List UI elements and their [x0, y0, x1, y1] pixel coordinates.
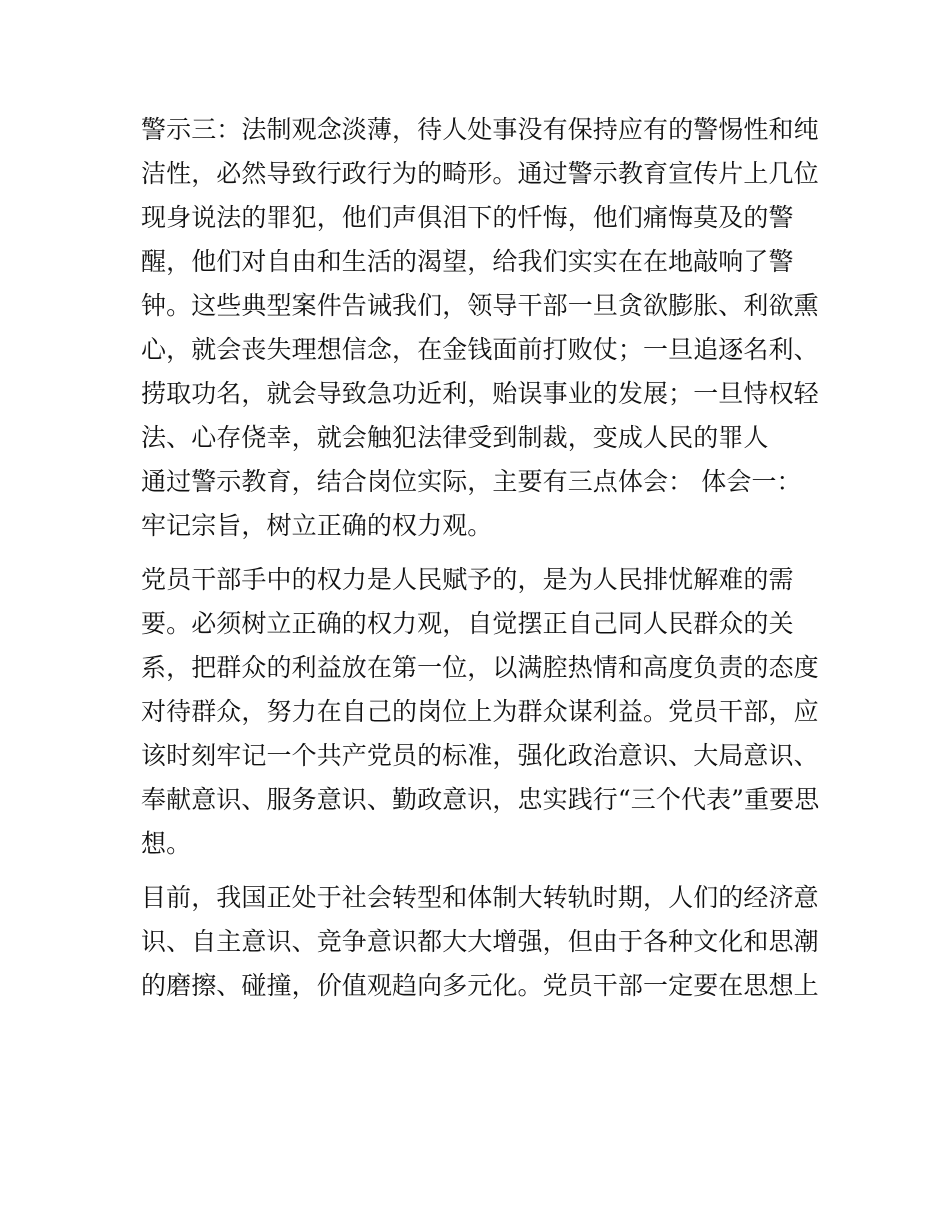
- paragraph-spacer: [141, 866, 821, 876]
- text-line: 的磨擦、碰撞，价值观趋向多元化。党员干部一定要在思想上: [141, 971, 819, 1000]
- text-line: 现身说法的罪犯，他们声俱泪下的忏悔，他们痛悔莫及的警: [141, 203, 794, 232]
- text-line: 醒，他们对自由和生活的渴望，给我们实实在在地敲响了警: [141, 247, 794, 276]
- paragraph-spacer: [141, 548, 821, 558]
- text-line: 警示三：法制观念淡薄，待人处事没有保持应有的警惕性和纯: [141, 115, 819, 144]
- text-line: 要。必须树立正确的权力观，自觉摆正自己同人民群众的关: [141, 609, 794, 638]
- text-line: 该时刻牢记一个共产党员的标准，强化政治意识、大局意识、: [141, 741, 819, 770]
- text-line: 党员干部手中的权力是人民赋予的，是为人民排忧解难的需: [141, 565, 794, 594]
- text-line: 心，就会丧失理想信念，在金钱面前打败仗；一旦追逐名利、: [141, 335, 819, 364]
- text-line: 法、心存侥幸，就会触犯法律受到制裁，变成人民的罪人: [141, 423, 769, 452]
- paragraph-social-transition: [141, 876, 821, 1008]
- paragraph-power-view: [141, 558, 821, 866]
- text-line: 识、自主意识、竞争意识都大大增强，但由于各种文化和思潮: [141, 927, 819, 956]
- text-line: 钟。这些典型案件告诫我们，领导干部一旦贪欲膨胀、利欲熏: [141, 291, 819, 320]
- document-body: [141, 108, 821, 1008]
- text-line: 牢记宗旨，树立正确的权力观。: [141, 511, 493, 540]
- text-line: 奉献意识、服务意识、勤政意识，忠实践行“三个代表”重要思: [141, 785, 820, 814]
- text-line: 对待群众，努力在自己的岗位上为群众谋利益。党员干部，应: [141, 697, 819, 726]
- text-line: 想。: [141, 829, 192, 858]
- text-line: 系，把群众的利益放在第一位，以满腔热情和高度负责的态度: [141, 653, 819, 682]
- paragraph-experience-one: [141, 460, 821, 548]
- text-line: 目前，我国正处于社会转型和体制大转轨时期，人们的经济意: [141, 883, 819, 912]
- text-line: 通过警示教育，结合岗位实际，主要有三点体会： 体会一：: [141, 467, 802, 496]
- text-line: 捞取功名，就会导致急功近利，贻误事业的发展；一旦恃权轻: [141, 379, 819, 408]
- paragraph-warning-three: [141, 108, 821, 460]
- text-line: 洁性，必然导致行政行为的畸形。通过警示教育宣传片上几位: [141, 159, 819, 188]
